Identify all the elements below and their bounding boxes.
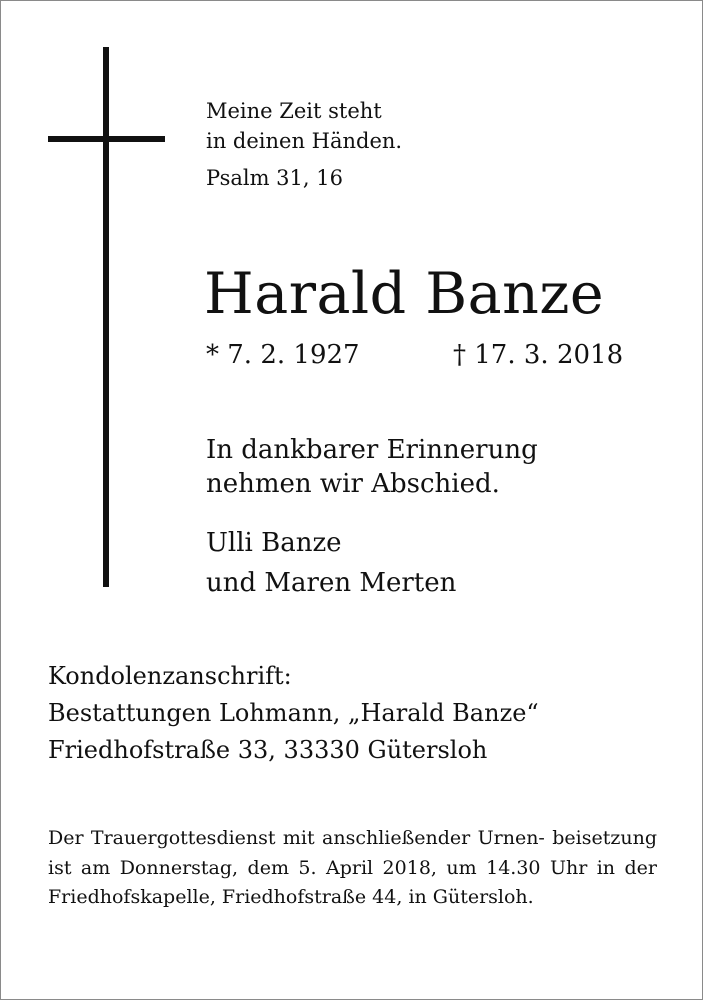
cross-vertical-bar xyxy=(103,47,109,587)
remembrance-line-1: In dankbarer Erinnerung xyxy=(206,435,538,465)
condolence-heading: Kondolenzanschrift: xyxy=(48,662,292,690)
verse-line-1: Meine Zeit steht xyxy=(206,99,382,123)
mourner-name: und Maren Merten xyxy=(206,568,457,598)
condolence-address xyxy=(48,658,539,769)
remembrance-text xyxy=(206,433,538,501)
mourner-name: Ulli Banze xyxy=(206,528,342,558)
service-line-1: Der Trauergottesdienst mit anschließender Urnen- xyxy=(48,827,545,849)
bible-verse xyxy=(206,96,402,156)
condolence-line-2: Friedhofstraße 33, 33330 Gütersloh xyxy=(48,736,488,764)
service-line-3: 14.30 Uhr in der Friedhofskapelle, Friedhofstraße 44, xyxy=(48,856,657,908)
service-line-2: beisetzung ist am Donnerstag, dem 5. April 2018, um xyxy=(48,827,657,879)
cross-horizontal-bar xyxy=(48,136,165,142)
verse-line-2: in deinen Händen. xyxy=(206,129,403,153)
death-date: † 17. 3. 2018 xyxy=(453,340,624,370)
verse-reference: Psalm 31, 16 xyxy=(206,166,343,190)
mourners-list xyxy=(206,523,456,603)
birth-date: * 7. 2. 1927 xyxy=(206,340,360,370)
deceased-name: Harald Banze xyxy=(204,261,605,327)
condolence-line-1: Bestattungen Lohmann, „Harald Banze“ xyxy=(48,699,539,727)
remembrance-line-2: nehmen wir Abschied. xyxy=(206,469,500,499)
service-line-4: in Gütersloh. xyxy=(408,886,534,908)
service-information xyxy=(48,824,657,913)
